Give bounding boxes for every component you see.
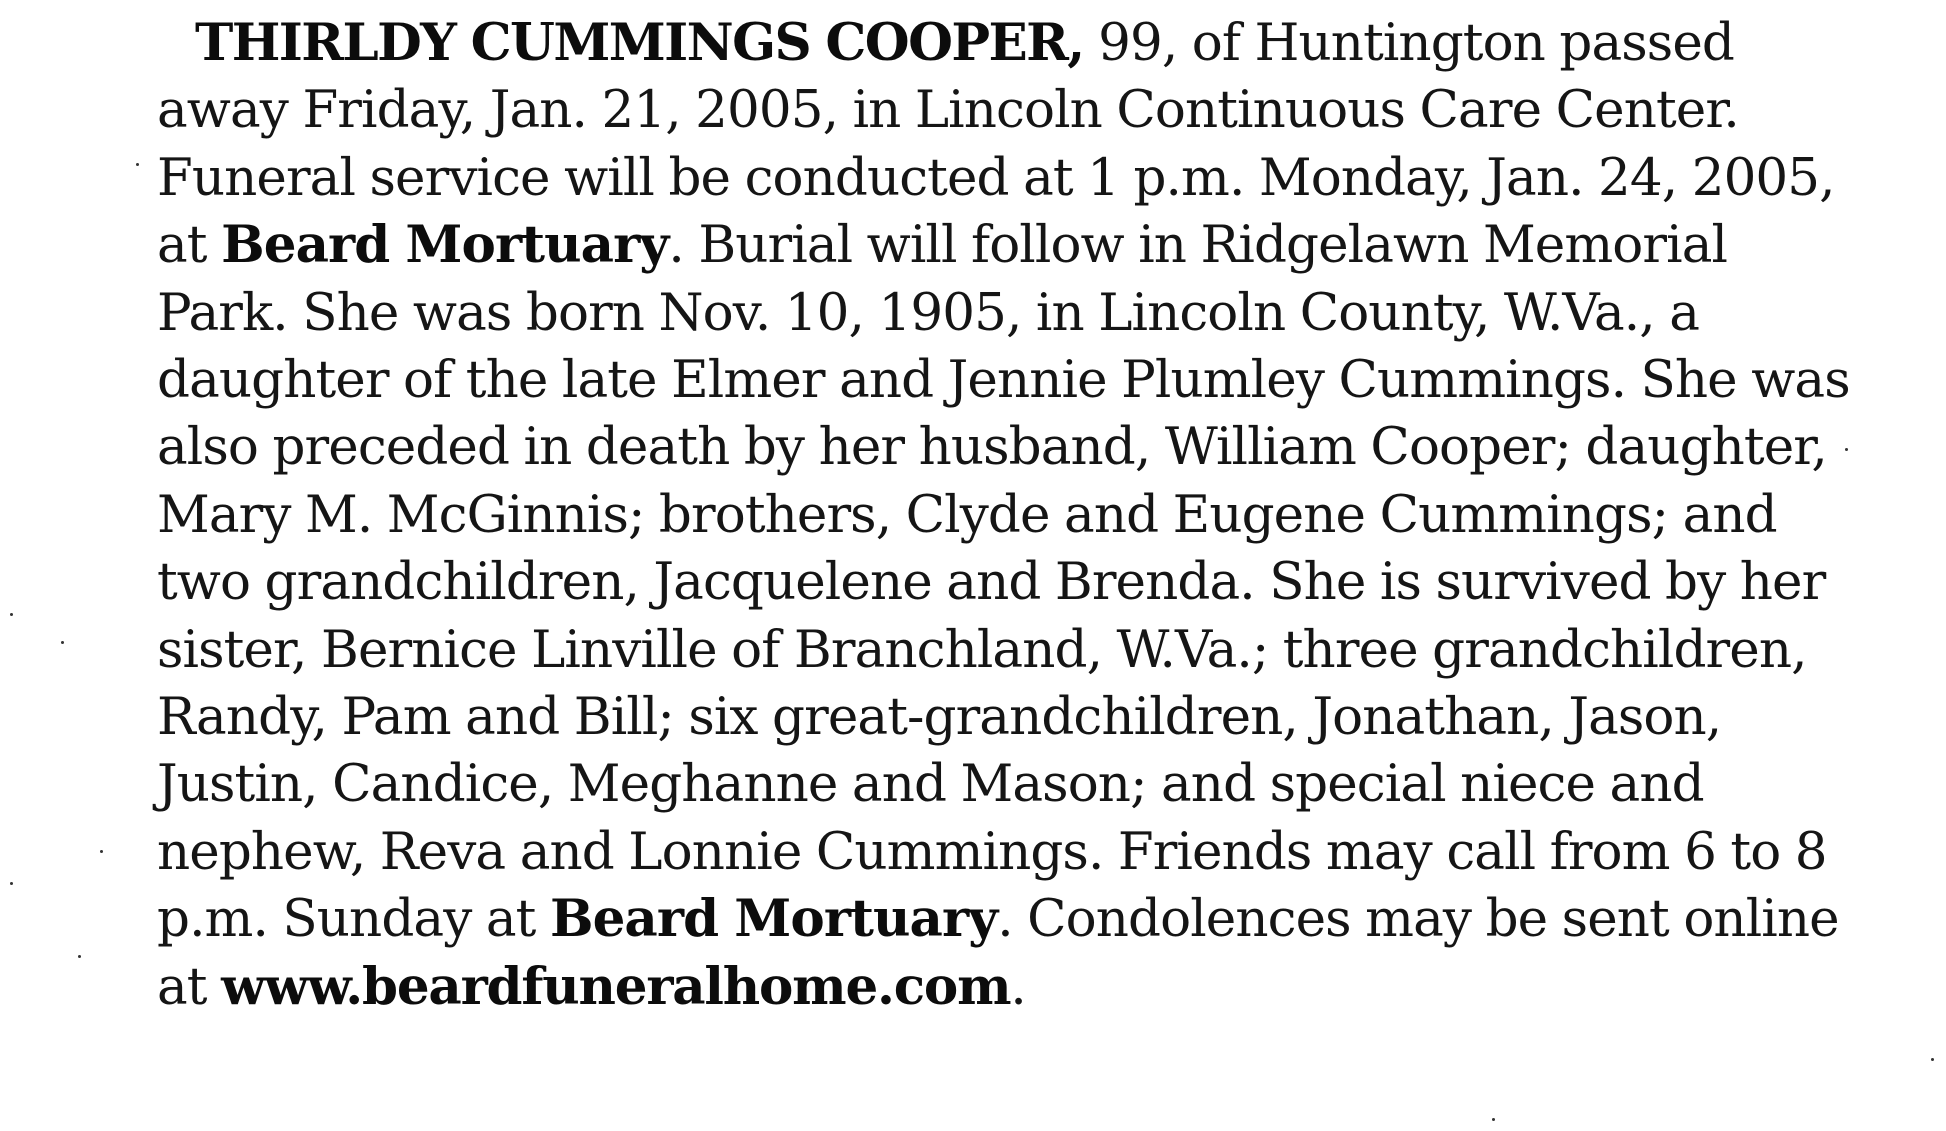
scan-speck <box>1845 448 1848 451</box>
obituary-line-15: at www.beardfuneralhome.com. <box>157 956 1026 1017</box>
obituary-line-8: Mary M. McGinnis; brothers, Clyde and Eugene Cummings; and <box>157 484 1777 545</box>
funeral-home-website: www.beardfuneralhome.com <box>221 956 1011 1017</box>
obituary-line-1: THIRLDY CUMMINGS COOPER, 99, of Huntington passed <box>195 13 1734 73</box>
obituary-line-3: Funeral service will be conducted at 1 p.m. Monday, Jan. 24, 2005, <box>157 147 1835 208</box>
scan-speck <box>78 955 81 958</box>
obituary-line-11: Randy, Pam and Bill; six great-grandchildren, Jonathan, Jason, <box>157 687 1722 748</box>
obituary-line-14: p.m. Sunday at Beard Mortuary. Condolences may be sent online <box>157 889 1839 950</box>
obituary-text <box>157 10 1946 1021</box>
obituary-line-7: also preceded in death by her husband, William Cooper; daughter, <box>157 417 1827 478</box>
scan-speck <box>100 850 103 853</box>
obituary-line-9: two grandchildren, Jacquelene and Brenda. She is survived by her <box>157 552 1826 613</box>
scan-speck <box>1931 1058 1934 1061</box>
obituary-line-10: sister, Bernice Linville of Branchland, W.Va.; three grandchildren, <box>157 619 1807 680</box>
mortuary-name: Beard Mortuary <box>549 889 998 950</box>
scan-speck <box>136 163 139 166</box>
scan-speck <box>61 641 64 644</box>
obituary-line-5: Park. She was born Nov. 10, 1905, in Lincoln County, W.Va., a <box>157 282 1700 343</box>
scan-speck <box>1492 1118 1495 1121</box>
scan-speck <box>10 882 13 885</box>
obituary-line-6: daughter of the late Elmer and Jennie Plumley Cummings. She was <box>157 350 1850 411</box>
obituary-line-4: at Beard Mortuary. Burial will follow in Ridgelawn Memorial <box>157 215 1728 276</box>
obituary-line-13: nephew, Reva and Lonnie Cummings. Friends may call from 6 to 8 <box>157 821 1827 882</box>
deceased-name: THIRLDY CUMMINGS COOPER, <box>195 13 1084 73</box>
obituary-line-2: away Friday, Jan. 21, 2005, in Lincoln Continuous Care Center. <box>157 80 1739 141</box>
scan-speck <box>10 613 13 616</box>
mortuary-name: Beard Mortuary <box>221 215 669 276</box>
obituary-line-12: Justin, Candice, Meghanne and Mason; and special niece and <box>157 754 1704 815</box>
